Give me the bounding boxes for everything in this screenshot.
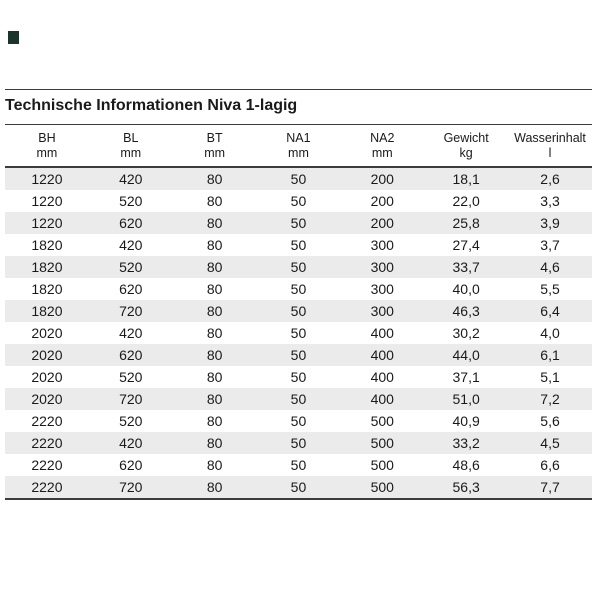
table-cell: 6,1 — [540, 347, 560, 363]
table-cell: 80 — [206, 259, 223, 275]
table-cell: 25,8 — [452, 215, 480, 231]
table-cell: 7,2 — [540, 391, 560, 407]
table-cell: 2220 — [31, 457, 63, 473]
table-row — [5, 278, 592, 300]
technical-data-table — [5, 124, 592, 500]
table-cell: 50 — [290, 435, 307, 451]
table-cell: 420 — [119, 237, 143, 253]
table-cell: 3,9 — [540, 215, 560, 231]
table-cell: 720 — [119, 479, 143, 495]
table-cell: 500 — [370, 435, 394, 451]
table-cell: 80 — [206, 457, 223, 473]
column-header-unit: mm — [371, 145, 393, 160]
table-cell: 80 — [206, 281, 223, 297]
table-row — [5, 476, 592, 499]
column-header-unit: kg — [459, 145, 473, 160]
column-header-label: Gewicht — [443, 130, 489, 145]
table-cell: 2020 — [31, 347, 63, 363]
table-cell: 27,4 — [452, 237, 480, 253]
table-cell: 2020 — [31, 369, 63, 385]
table-cell: 33,2 — [452, 435, 480, 451]
table-cell: 50 — [290, 237, 307, 253]
table-cell: 80 — [206, 435, 223, 451]
table-cell: 300 — [370, 303, 394, 319]
table-cell: 3,3 — [540, 193, 560, 209]
column-header-label: BL — [123, 130, 139, 145]
table-cell: 80 — [206, 391, 223, 407]
table-cell: 420 — [119, 325, 143, 341]
table-cell: 300 — [370, 281, 394, 297]
table-cell: 56,3 — [452, 479, 480, 495]
table-cell: 4,5 — [540, 435, 560, 451]
table-cell: 520 — [119, 193, 143, 209]
column-header-unit: mm — [36, 145, 58, 160]
table-cell: 6,6 — [540, 457, 560, 473]
column-header — [508, 125, 592, 168]
table-row — [5, 300, 592, 322]
table-cell: 400 — [370, 369, 394, 385]
table-cell: 2020 — [31, 325, 63, 341]
table-cell: 50 — [290, 215, 307, 231]
table-cell: 50 — [290, 193, 307, 209]
table-cell: 400 — [370, 391, 394, 407]
table-cell: 50 — [290, 303, 307, 319]
table-cell: 4,0 — [540, 325, 560, 341]
table-cell: 50 — [290, 413, 307, 429]
table-cell: 1220 — [31, 215, 63, 231]
table-cell: 50 — [290, 391, 307, 407]
table-cell: 1820 — [31, 259, 63, 275]
table-cell: 44,0 — [452, 347, 480, 363]
column-header-unit: mm — [120, 145, 142, 160]
table-cell: 80 — [206, 171, 223, 187]
table-row — [5, 344, 592, 366]
table-cell: 51,0 — [452, 391, 480, 407]
table-cell: 4,6 — [540, 259, 560, 275]
table-cell: 50 — [290, 171, 307, 187]
table-row — [5, 212, 592, 234]
table-row — [5, 410, 592, 432]
table-cell: 5,6 — [540, 413, 560, 429]
table-cell: 2020 — [31, 391, 63, 407]
table-cell: 46,3 — [452, 303, 480, 319]
column-header-label: BH — [38, 130, 56, 145]
table-cell: 500 — [370, 413, 394, 429]
table-cell: 50 — [290, 347, 307, 363]
table-cell: 620 — [119, 215, 143, 231]
table-cell: 420 — [119, 435, 143, 451]
table-cell: 200 — [370, 193, 394, 209]
table-cell: 6,4 — [540, 303, 560, 319]
column-header-label: NA2 — [370, 130, 395, 145]
table-cell: 620 — [119, 347, 143, 363]
table-cell: 80 — [206, 215, 223, 231]
table-cell: 50 — [290, 325, 307, 341]
table-cell: 80 — [206, 369, 223, 385]
table-cell: 5,1 — [540, 369, 560, 385]
table-cell: 1820 — [31, 303, 63, 319]
column-header-unit: l — [548, 145, 552, 160]
table-cell: 1220 — [31, 171, 63, 187]
table-cell: 200 — [370, 171, 394, 187]
column-header-label: BT — [206, 130, 223, 145]
column-header — [424, 125, 508, 168]
table-cell: 3,7 — [540, 237, 560, 253]
table-cell: 50 — [290, 369, 307, 385]
table-cell: 40,9 — [452, 413, 480, 429]
table-title: Technische Informationen Niva 1-lagig — [5, 97, 298, 114]
table-row — [5, 454, 592, 476]
table-row — [5, 432, 592, 454]
table-cell: 48,6 — [452, 457, 480, 473]
table-row — [5, 366, 592, 388]
table-cell: 1820 — [31, 237, 63, 253]
table-cell: 500 — [370, 479, 394, 495]
table-cell: 30,2 — [452, 325, 480, 341]
column-header — [173, 125, 257, 168]
column-header — [5, 125, 89, 168]
table-cell: 80 — [206, 237, 223, 253]
table-cell: 80 — [206, 413, 223, 429]
column-header-label: NA1 — [286, 130, 311, 145]
table-cell: 50 — [290, 479, 307, 495]
table-cell: 80 — [206, 325, 223, 341]
column-header-label: Wasserinhalt — [514, 130, 586, 145]
table-cell: 2220 — [31, 413, 63, 429]
table-cell: 80 — [206, 347, 223, 363]
table-cell: 33,7 — [452, 259, 480, 275]
table-cell: 420 — [119, 171, 143, 187]
table-cell: 520 — [119, 259, 143, 275]
table-cell: 1820 — [31, 281, 63, 297]
header-row — [5, 125, 592, 168]
table-cell: 620 — [119, 457, 143, 473]
table-cell: 400 — [370, 347, 394, 363]
table-row — [5, 256, 592, 278]
table-cell: 720 — [119, 303, 143, 319]
table-cell: 300 — [370, 237, 394, 253]
table-cell: 80 — [206, 303, 223, 319]
table-cell: 37,1 — [452, 369, 480, 385]
table-cell: 300 — [370, 259, 394, 275]
table-cell: 2,6 — [540, 171, 560, 187]
column-header-unit: mm — [288, 145, 309, 160]
table-cell: 22,0 — [452, 193, 480, 209]
column-header-unit: mm — [204, 145, 226, 160]
table-cell: 720 — [119, 391, 143, 407]
table-row — [5, 167, 592, 190]
brand-corner-mark — [8, 31, 19, 44]
column-header — [89, 125, 173, 168]
table-cell: 2220 — [31, 479, 63, 495]
table-cell: 80 — [206, 479, 223, 495]
table-cell: 200 — [370, 215, 394, 231]
table-cell: 2220 — [31, 435, 63, 451]
table-row — [5, 322, 592, 344]
table-cell: 400 — [370, 325, 394, 341]
table-cell: 50 — [290, 259, 307, 275]
table-cell: 1220 — [31, 193, 63, 209]
table-cell: 80 — [206, 193, 223, 209]
table-body — [5, 167, 592, 499]
column-header — [257, 125, 341, 168]
table-cell: 620 — [119, 281, 143, 297]
table-cell: 7,7 — [540, 479, 560, 495]
table-cell: 40,0 — [452, 281, 480, 297]
table-row — [5, 190, 592, 212]
table-cell: 520 — [119, 369, 143, 385]
table-cell: 18,1 — [452, 171, 480, 187]
column-header — [340, 125, 424, 168]
table-cell: 500 — [370, 457, 394, 473]
table-cell: 50 — [290, 281, 307, 297]
table-cell: 520 — [119, 413, 143, 429]
technical-info-sheet — [5, 89, 592, 500]
table-row — [5, 388, 592, 410]
table-cell: 50 — [290, 457, 307, 473]
table-cell: 5,5 — [540, 281, 560, 297]
table-row — [5, 234, 592, 256]
table-header — [5, 125, 592, 168]
